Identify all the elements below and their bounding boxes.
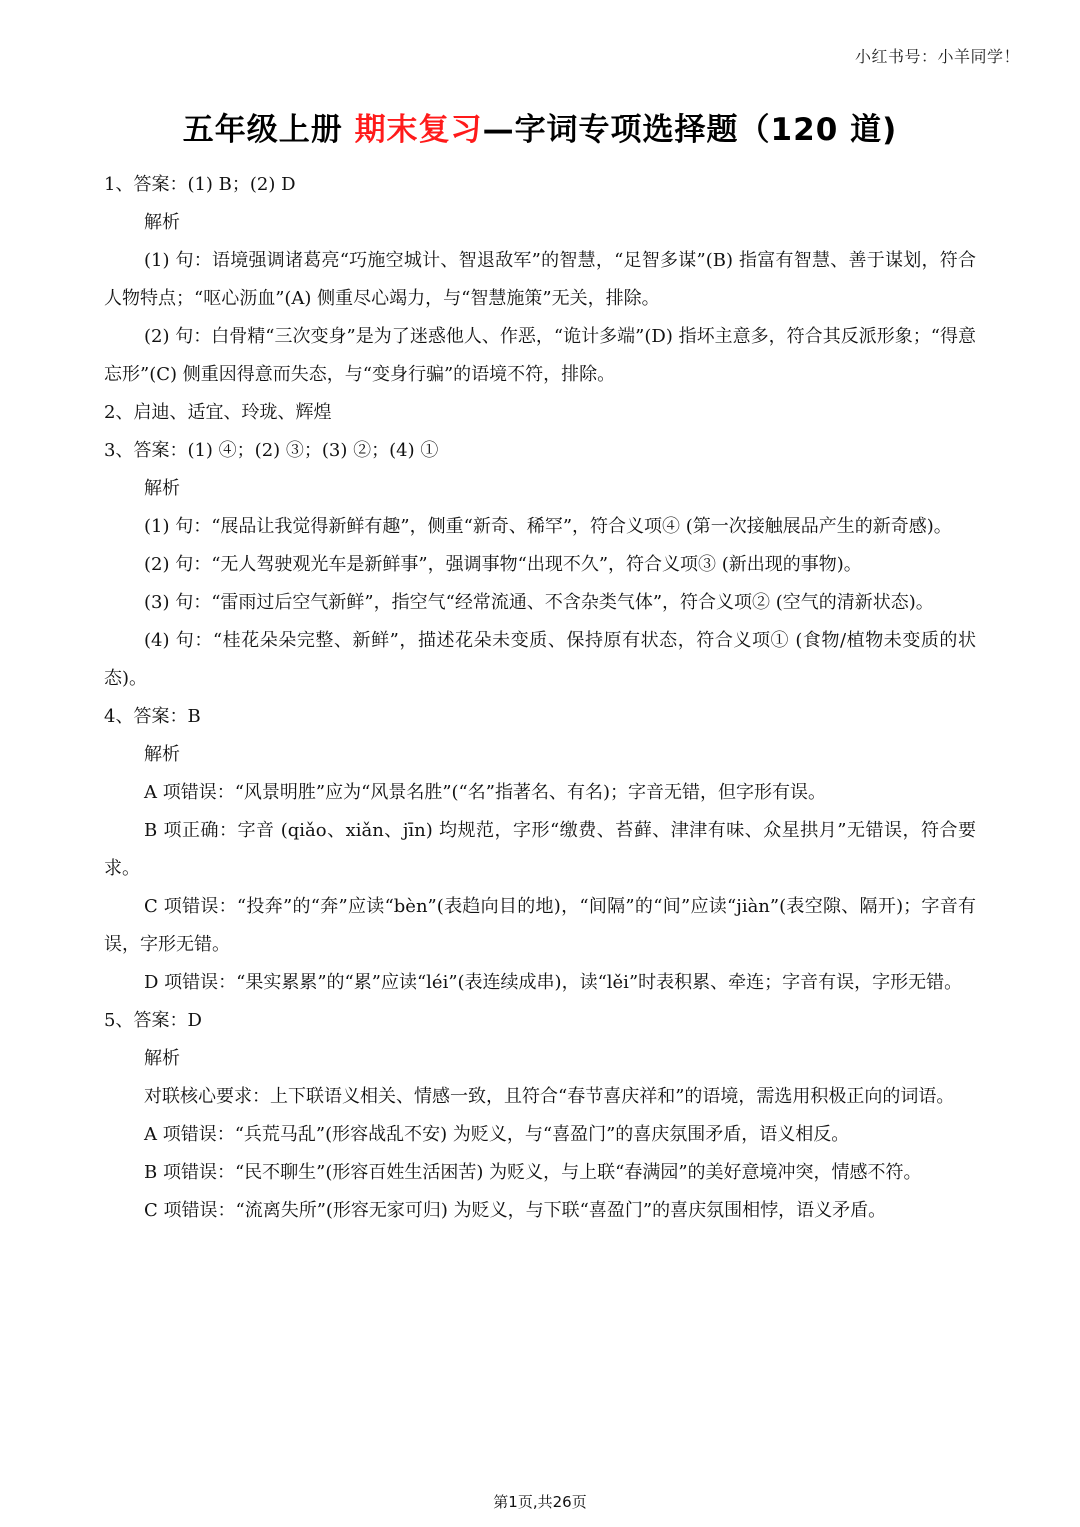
analysis-label: 解析	[144, 212, 180, 233]
analysis-paragraph: A 项错误：“兵荒马乱”(形容战乱不安) 为贬义，与“喜盈门”的喜庆氛围矛盾，语义相反。	[144, 1124, 850, 1145]
answer-content	[104, 166, 976, 1230]
page-title	[0, 104, 1080, 149]
watermark-account: 小红书号：小羊同学！	[854, 47, 1020, 66]
title-grade: 五年级上册	[182, 112, 355, 148]
page-number: 第1页,共26页	[493, 1493, 587, 1511]
analysis-paragraph: 对联核心要求：上下联语义相关、情感一致，且符合“春节喜庆祥和”的语境，需选用积极正向的词语。	[144, 1086, 955, 1107]
analysis-paragraph: D 项错误：“果实累累”的“累”应读“léi”(表连续成串)，读“lěi”时表积累、牵连；字音有误，字形无错。	[144, 972, 963, 993]
analysis-label: 解析	[144, 1048, 180, 1069]
analysis-paragraph: (3) 句：“雷雨过后空气新鲜”，指空气“经常流通、不含杂类气体”，符合义项② (空气的清新状态)。	[144, 592, 934, 613]
analysis-paragraph: (2) 句：“无人驾驶观光车是新鲜事”，强调事物“出现不久”，符合义项③ (新出现的事物)。	[144, 554, 862, 575]
answer-1-heading: 1、答案：(1) B；(2) D	[104, 174, 296, 195]
analysis-paragraph: C 项错误：“投奔”的“奔”应读“bèn”(表趋向目的地)，“间隔”的“间”应读“jiàn”(表空隙、隔开)；字音有误，字形无错。	[104, 896, 976, 955]
analysis-paragraph: (1) 句：语境强调诸葛亮“巧施空城计、智退敌军”的智慧，“足智多谋”(B) 指富有智慧、善于谋划，符合人物特点；“呕心沥血”(A) 侧重尽心竭力，与“智慧施策”无关，排除。	[104, 250, 976, 309]
answer-4-heading: 4、答案：B	[104, 706, 201, 727]
analysis-paragraph: C 项错误：“流离失所”(形容无家可归) 为贬义，与下联“喜盈门”的喜庆氛围相悖，语义矛盾。	[144, 1200, 887, 1221]
analysis-label: 解析	[144, 744, 180, 765]
answer-2-heading: 2、启迪、适宜、玲珑、辉煌	[104, 402, 332, 423]
answer-5-heading: 5、答案：D	[104, 1010, 202, 1031]
title-topic: —字词专项选择题（120 道)	[482, 112, 898, 148]
answer-3-heading: 3、答案：(1) ④；(2) ③；(3) ②；(4) ①	[104, 440, 439, 461]
analysis-paragraph: B 项正确：字音 (qiǎo、xiǎn、jīn) 均规范，字形“缴费、苔藓、津津有味、众星拱月”无错误，符合要求。	[104, 820, 976, 879]
analysis-paragraph: (1) 句：“展品让我觉得新鲜有趣”，侧重“新奇、稀罕”，符合义项④ (第一次接触展品产生的新奇感)。	[144, 516, 952, 537]
analysis-label: 解析	[144, 478, 180, 499]
analysis-paragraph: (4) 句：“桂花朵朵完整、新鲜”，描述花朵未变质、保持原有状态，符合义项① (食物/植物未变质的状态)。	[104, 630, 976, 689]
analysis-paragraph: (2) 句：白骨精“三次变身”是为了迷惑他人、作恶，“诡计多端”(D) 指坏主意多，符合其反派形象；“得意忘形”(C) 侧重因得意而失态，与“变身行骗”的语境不符，排除。	[104, 326, 976, 385]
title-highlight: 期末复习	[354, 112, 483, 148]
analysis-paragraph: B 项错误：“民不聊生”(形容百姓生活困苦) 为贬义，与上联“春满园”的美好意境冲突，情感不符。	[144, 1162, 922, 1183]
analysis-paragraph: A 项错误：“风景明胜”应为“风景名胜”(“名”指著名、有名)；字音无错，但字形有误。	[144, 782, 826, 803]
